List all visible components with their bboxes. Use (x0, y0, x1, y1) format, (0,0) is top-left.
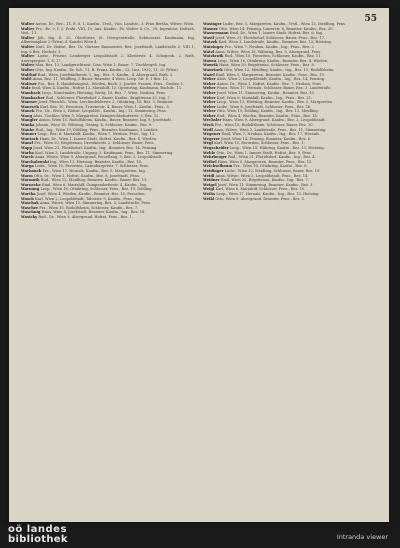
entry-details: Otto, Wien 14, Penzing, Linzerstr. 6, Beamter, Kaufm., Bez. 20. (219, 26, 334, 31)
entry-details: Rud., Wien 10, Favoriten, Schlosser, Kaufm., Bez. 11. (224, 54, 322, 59)
entry-details: Anton, Dr., Wien 1, Hofrat, Kaufm., Bez. 7, Neubau, Pens. (216, 81, 322, 86)
entry-details: Josef, Fleischh., Wien, Lerchenfelderstr. 2, Ottakring, 16, Bez. 3, Beamter. (38, 100, 174, 105)
entry-details: Ludw., Wien 12, Meidling, Schlosser, Bauer, Bez. 19. (224, 169, 321, 173)
entry-name: Weidinger (203, 169, 224, 173)
entry-details: Hans, Wien 9, Alsergrund, Kaufm., Bez. 2, Leopoldstadt. (222, 118, 326, 123)
entry-name: Waschnig (21, 210, 41, 215)
entry-details: Leop., Wien 16, Ottakring, Kaufm., Beamter, Bez. 4, Wieden. (217, 58, 329, 63)
entry-details: Frz., Dr., Wien 2, Hofrat, Leopoldst., Kaufm., Ing., 11, Simmering, Pens. (35, 109, 167, 114)
entry-name: Warga (21, 164, 34, 169)
entry-details: Josef, Wien 21, Floridsdorf, Kaufm., Ing., Beamter, Bez. 14, Penzing. (33, 146, 158, 151)
entry-name: Wanner (21, 132, 37, 137)
entry-name: Wanka (21, 123, 35, 128)
entry-details: Rud., Dr., Wien 9, Alsergrund, Hofrat, Pens., Bez. 1. (38, 214, 133, 219)
directory-entry (203, 197, 377, 202)
entry-name: Warnung (21, 187, 40, 192)
entry-details: Karl, Wien 6, Mariahilf, Schlosser, Pens., Bez. 10. (215, 187, 306, 192)
entry-name: Weber (203, 77, 216, 82)
entry-details: Frz., Wien 20, Brigittenau, Dresdnerstr. 2, Schlosser, Bauer, Pens. (34, 141, 155, 146)
entry-details: Leop., Wien 17, Hernals, Kaufm., Ing., Bez. 13, Hietzing. (216, 191, 320, 196)
entry-name: Watzlawik (203, 54, 224, 59)
library-logo[interactable] (8, 525, 68, 545)
entry-name: Wangler (21, 118, 38, 123)
entry-details: Frz., Bez. 4, Handelsangest., Wieden, Buch. 2, Josefst. Frauen, Pens., Gruber, 5. (38, 81, 184, 86)
entry-name: Wanzl (21, 141, 34, 146)
entry-name: Weber (203, 81, 216, 86)
entry-details: Otto, Wien 9, Alsergrund, Beamter, Pens., Bez. 5. (215, 196, 306, 201)
entry-details: Otto, Dr., Wien 1, Innere Stadt, Hofrat, Bez. 9, Pens. (216, 150, 312, 155)
entry-name: Wartha (21, 191, 36, 196)
entry-details: Otto, Dr., Wien 1, Hofrat, Kaufm., Bez. 8, Josefstadt, Pens. (33, 173, 140, 178)
entry-details: Josef, Wien 21, Floridsdorf, Schlosser, Bauer, Pens., Bez. 17. (215, 35, 326, 40)
entry-details: Anna, Witwe, Wien 2, Leopoldstadt, Pens., Bez. 14. (215, 173, 309, 178)
entry-details: Johann, Wien 18, Währing, Gentzg. 4, Schlosser, Kaufm., Bez. 9. (35, 123, 153, 128)
page-number: 55 (364, 14, 377, 24)
entry-name: Wassermann (203, 31, 229, 36)
entry-details: Karl, Wien 2, Leopoldstadt, Taborstr. 9, Kaufm., Pens., Ing. (35, 196, 143, 201)
entry-name: Wasinger (203, 22, 222, 26)
entry-details: Alois, Tischler, Wien 5, Margareten, Reinprechtsdorferstr. 3, Bez. 12. (33, 113, 160, 118)
entry-details: Leop., Wien 13, Hietzing, Beamter, Kaufm., Bez. 5, Margareten. (216, 100, 334, 105)
entry-details: Frz., Wien 7, Neubau, Kaufm., Ing., Pens., Bez. 2. (224, 44, 315, 49)
entry-details: Hans, Wien 8, Josefstadt, Beamter, Kaufm., Ing., Bez. 18. (41, 210, 146, 215)
entry-details: Alois, Wien 2, Leopoldstadt, Kaufm., Ing., Bez. 14, Penzing. (216, 77, 326, 82)
entry-name: Walthof (21, 72, 37, 77)
entry-details: Karl, Bez. 10, Favoriten, Triesterstr. 4, Bauer, Wien 1, Kaufm., Pens., 5. (40, 104, 170, 109)
entry-details: Rud., Wien 4, Wieden, Beamter, Kaufm., Pens., Bez. 18. (216, 113, 318, 118)
entry-name: Walter (21, 22, 35, 26)
entry-name: Weidl (203, 173, 215, 178)
entry-details: Rud., Ing., Wien 19, Döbling, Pens., Beamter, Kaufmann, 3 Landstr. (35, 127, 159, 132)
entry-name: Weber (203, 109, 216, 114)
entry-details: Emil, Wien 4, Kaufm., Hofrat 12, Mariahilf, 13, Opernring, Kaufmann, Buchdr., 11. (31, 86, 183, 91)
directory-entry (21, 54, 195, 63)
entry-name: Weigl (203, 187, 215, 192)
entry-details: Ing., Wien 13, Hietzing, Beamter, Kaufm., Bez. 16. (49, 159, 142, 164)
entry-name: Wang (21, 113, 33, 118)
entry-details: Franz, Wien 17, Hernals, Schlosser, Bauer, Bez. 3, Landstraße. (216, 86, 332, 91)
entry-details: Frz., Bz. 9, f. 2, Prakt. VIII, 10, Anz. Kaufm., Fa. Walter & Co., 20, Ingenieur, Hofrath, Verl., 11. (21, 26, 195, 36)
entry-details: Leop., Wien 16, Ottakring, Schlosser, Pens., Bez. 19, Döbling. (40, 187, 153, 192)
logo-line-1: oö landes (8, 524, 67, 535)
entry-name: Walter (21, 26, 35, 31)
entry-details: Leop., Wien 18, Währing, Kaufm., Bez. 13, Hietzing. (229, 146, 325, 151)
entry-name: Walter (21, 54, 35, 59)
entry-details: Karl, Dr. Hofrat, Bez. Dr. Gärtner Baumeister. Bez. Josefstadt, Landstraße 2, VIII 1, Ing. 6 Bez. Hochstr. 2. (21, 44, 195, 54)
entry-details: Emil, Wien 5, Margareten, Beamter, Kaufm., Pens., Bez. 19. (215, 72, 325, 77)
entry-details: Otto, Wien 12, Meidling, Kaufm., Ing., Bez. 15, Rudolfsheim. (223, 67, 335, 72)
entry-details: Hans, Wien 20, Brigittenau, Schlosser, Pens., Bez. 8. (219, 63, 315, 68)
entry-name: Warchalowski (21, 159, 49, 164)
entry-name: Watzinger (203, 44, 224, 49)
scanned-page (9, 8, 389, 522)
entry-details: Emil, Wien 7, Neubau, Kaufm., Ing., Bez. 17, Hernals. (221, 132, 321, 137)
entry-details: Hans, Dr., Wien 1, Innere Stadt, Hofrat, Kaufm., Bez. 4, Wieden. (39, 136, 158, 141)
entry-details: Ludw., Friseur, Lemberger Leopoldstadt 2, Klosterstr. 4. Schopenh. 2, Rath. Auerspergstr. 1, 8, 17. (21, 54, 195, 63)
entry-name: Warmuth (21, 178, 40, 183)
entry-details: Josef, Wien 11, Simmering, Beamter, Kaufm., Bez. 3. (217, 182, 314, 187)
entry-name: Walter (21, 63, 35, 68)
entry-details: Otto, Ing. Kaufm., Dr. Sch. 11, B. Franz, Kaufm., 12, Linz, 1932, 11, 20 (Wien). (35, 67, 179, 72)
entry-details: Karl, Wien 10, Favoriten, Schlosser, Pens., Bez. 1. (214, 141, 305, 146)
entry-details: Anna, Witwe, Wien 3, Landstraße, Pens., Bez. 11, Simmering. (214, 127, 327, 132)
entry-name: Watzl (203, 49, 215, 54)
entry-name: Wehrberger (203, 155, 227, 160)
entry-name: Wapp (21, 146, 33, 151)
entry-name: Warch (21, 155, 34, 160)
entry-details: Karl, Wien 3, Landstraße, Ungarg. 5, Kaufmann, Pens., Bez. 11, Simmering. (34, 150, 174, 155)
entry-name: Weber (203, 95, 216, 100)
entry-name: Waltl (21, 77, 32, 82)
entry-name: Warm (21, 173, 33, 178)
entry-name: Watzek (203, 40, 218, 45)
entry-details: Joh. Ing. E. 25. Oberforstr. St. Georgenstraße. Sektionsrat. Kaufmann, Ing. Albertinaplatz 2 (Wien) d. Kanzlei Wien 4. (21, 35, 195, 45)
entry-name: Wamser (21, 100, 38, 105)
entry-name: Waschak (21, 201, 39, 206)
entry-name: Weber (203, 90, 216, 95)
entry-details: Rud., Wien 12, Meidling, Beamter, Kaufm., Bauer, Bez. 15. (40, 178, 148, 183)
entry-name: Wanke (21, 127, 35, 132)
entry-details: Emil, Wien 20, Brigittenau, Kaufm., Ing., Bez. 7. (220, 178, 309, 183)
entry-details: Josef, Wien 14, Penzing, Beamter, Kaufm., Bez. 6. (221, 136, 312, 141)
entry-name: Wehle (203, 150, 216, 155)
entry-name: Wanek (21, 109, 35, 114)
entry-details: Rud., Schlosser, Floridsdorf 2, Bauer, Kaufm., Brigittenau 20, Ing. 7. (45, 95, 171, 100)
entry-details: Anton, Wien 15, Rudolfsheim, Kaufm., Bauer, Beamter, Ing. 8, Josefstadt. (38, 118, 173, 123)
viewer-label[interactable]: Intranda viewer (336, 533, 388, 541)
entry-details: Ludw., Bez. 5, Margareten, Kaufm., Trstl., Wien 12, Meidling, Pens. (222, 22, 347, 26)
entry-name: Wasch (21, 196, 34, 201)
directory-columns (21, 22, 377, 514)
entry-name: Wambacher (21, 95, 45, 100)
entry-details: Leop., Kunstmaler, Hietzing, Wattg. 18, Bez. 7, Wien, Neubau, Pens. (41, 90, 167, 95)
entry-name: Wawrik (203, 63, 218, 68)
entry-name: Wechsler (203, 118, 222, 123)
entry-details: Frz., Wien 16, Ottakring, Kaufm., Bez. 8. (233, 164, 308, 169)
entry-details: Leop., Bez. 6, Mariahilf, Kaufm., Wien 7, Neubau, Pens., Ing. 13. (37, 132, 156, 137)
entry-name: Weigel (203, 182, 217, 187)
logo-line-2: bibliothek (8, 534, 68, 545)
entry-name: Weber (203, 113, 216, 118)
entry-name: Warhanek (21, 169, 42, 173)
entry-details: Rud., Wien, Josefstädterstr. 1, Ing., Bez. 9, Kaufm., 4, Alsergrund, Rath. 2. (37, 72, 174, 77)
directory-entry (21, 27, 195, 36)
entry-details: Ludw., Wien 8, Josefstadt, Schlosser, Pens., Bez. 16. (216, 104, 312, 109)
entry-name: Walter (21, 35, 35, 40)
entry-details: Anna, Witwe, Wien 18, Währing, Bez. 9, Alsergrund, Pens. (215, 49, 322, 54)
entry-name: Weikl (203, 196, 215, 201)
directory-entry (21, 36, 195, 45)
entry-details: Frz., Wien 17, Hernals, Kaufm., Bez. 5, Margareten, Ing. (42, 169, 146, 173)
entry-name: Weber (203, 104, 216, 109)
entry-name: Wegl (203, 141, 213, 146)
entry-details: Max, Bez. 13, Landgerichtsrat, Linz, Wien 1, Bauer, 7, Tischlergeh. Ing. (35, 63, 167, 68)
entry-details: Karl, Wien 3, Landstraße, Kaufm., Beamter, Bez. 13, Hietzing. (218, 40, 332, 45)
entry-details: Emil, Wien 6, Mariahilf, Gumpendorferstr. 4, Kaufm., Ing. (41, 182, 148, 187)
directory-entry (21, 45, 195, 54)
entry-details: Anna, Witwe, Wien 11, Simmering, Bez. 3, Landstraße, Pens. (39, 201, 152, 206)
entry-name: Wawra (203, 58, 217, 63)
entry-name: Wasicky (21, 214, 38, 219)
entry-details: Frz., Wien 15, Rudolfsheim, Schlosser, Kaufm., Bez. 7. (39, 205, 139, 210)
entry-name: Weibel (203, 159, 217, 164)
entry-name: Wazel (203, 72, 215, 77)
entry-details: Josef, Wien 4, Wieden, Kaufm., Beamter, Bez. 10, Favoriten. (36, 191, 146, 196)
entry-name: Wasner (203, 26, 218, 31)
directory-entry (21, 215, 195, 220)
entry-details: Rud., Wien 21, Floridsdorf, Kaufm., Ing., Bez. 4. (228, 155, 316, 160)
entry-name: Wegscheider (203, 146, 229, 151)
entry-name: Walter (21, 67, 35, 72)
entry-details: Anna, Witwe, Wien 9, Alsergrund, Porzellang. 3, Bez. 2, Leopoldstadt. (34, 155, 163, 160)
entry-details: Ludw., Wien 10, Favoriten, Laxenburgerstr. 7, Schlosser, Pens. (34, 164, 150, 169)
entry-name: Wegener (203, 132, 221, 137)
entry-details: Frz., Wien 15, Rudolfsheim, Schlosser, Bauer, Bez. 20. (214, 123, 314, 128)
entry-name: Weber (203, 100, 216, 105)
entry-details: Anton, Dr., Bez., 11, E. 8, 1, Kaufm., Trstl., Vnn. Landstr., 3. Frau Bertha, Witwe, Wien. (35, 22, 195, 26)
entry-details: Josef, Wien 11, Simmering, Kaufm., Beamter, Bez. 10. (216, 90, 315, 95)
entry-name: Wastl (203, 35, 215, 40)
entry-name: Wedl (203, 127, 213, 132)
entry-name: Weichselbaum (203, 164, 233, 169)
entry-details: Hans, Wien 5, Margareten, Beamter, Pens., Bez. 15. (217, 159, 313, 164)
entry-name: Waltner (21, 81, 37, 86)
entry-name: Wawrinek (203, 67, 223, 72)
entry-name: Weidner (203, 178, 220, 183)
entry-name: Wantoch (21, 136, 39, 141)
entry-name: Wambach (21, 90, 41, 95)
entry-name: Weck (203, 123, 214, 128)
entry-details: Otto, Wien 19, Döbling, Kaufm., Ing., Bez. 12, Meidling. (216, 109, 319, 114)
entry-name: Warba (21, 150, 34, 155)
entry-name: Warnecke (21, 182, 41, 187)
left-column (21, 22, 195, 514)
entry-name: Wegerer (203, 136, 220, 141)
entry-details: Anna, Bez. 11, Weidling, 5 Bauer, Beamter, 4 Wien, Leop. Str. 6, 1 Bez. 12. (32, 77, 169, 82)
entry-name: Walter (21, 44, 35, 49)
entry-details: Karl, Wien 6, Mariahilf, Kaufm., Ing., Pens., Bez. 21. (216, 95, 313, 100)
entry-name: Walz (21, 86, 31, 91)
entry-name: Wanecek (21, 104, 39, 109)
entry-name: Weihs (203, 191, 216, 196)
entry-name: Wascher (21, 205, 39, 210)
entry-name: Weber (203, 86, 216, 91)
entry-details: Emil, Dr., Wien 1, Innere Stadt, Hofrat, Bez. 6, Ing. (229, 31, 324, 36)
right-column (203, 22, 377, 514)
